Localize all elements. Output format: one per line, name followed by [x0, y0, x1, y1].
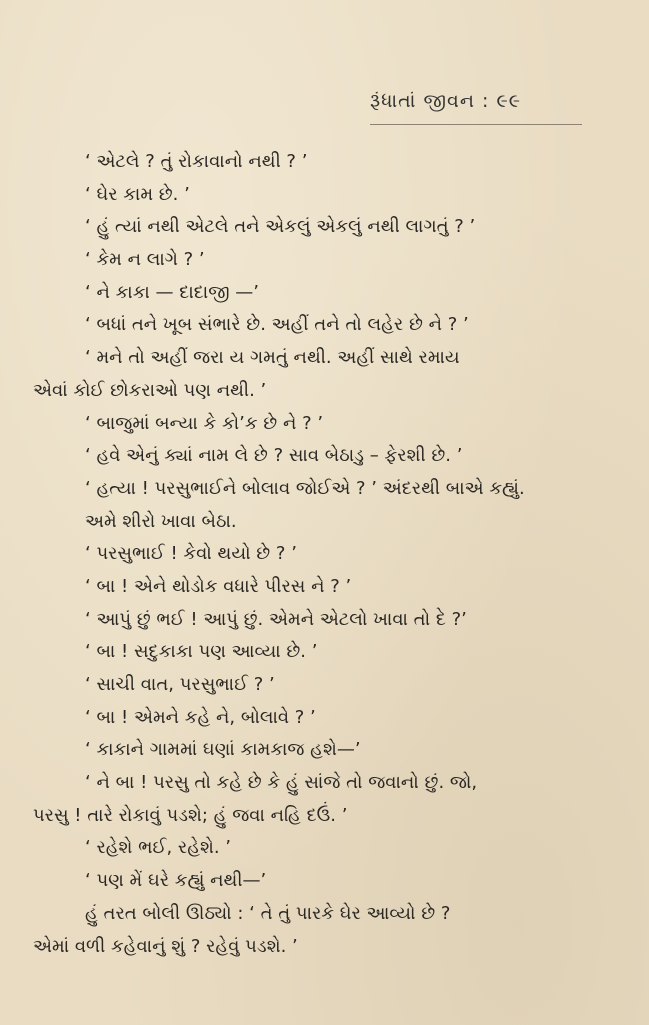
text-line: ‘ મને તો અહીં જરા ય ગમતું નથી. અહીં સાથે રમાય — [85, 347, 460, 369]
text-line: ‘ રહેશે ભઈ, રહેશે. ’ — [85, 837, 232, 859]
text-line: ‘ ને બા ! પરસુ તો કહે છે કે હું સાંજે તો જવાનો છું. જો, — [85, 772, 478, 794]
text-line: ‘ પરસુભાઈ ! કેવો થયો છે ? ’ — [85, 543, 297, 565]
text-line: ‘ બા ! એને થોડોક વધારે પીરસ ને ? ’ — [85, 575, 352, 597]
text-line: ‘ હત્યા ! પરસુભાઈને બોલાવ જોઈએ ? ’ અંદરથી બાએ કહ્યું. — [85, 477, 525, 499]
page-body — [33, 146, 589, 963]
text-line: ‘ બાજુમાં બન્યા કે કો’ક છે ને ? ’ — [85, 412, 324, 434]
text-line: ‘ ને કાકા — દાદાજી —’ — [85, 281, 259, 303]
running-header: રૂંધાતાં જીવન : ૯૯ — [370, 90, 521, 112]
text-line: ‘ બા ! એમને કહે ને, બોલાવે ? ’ — [85, 706, 316, 728]
header-underline — [370, 124, 582, 125]
text-line: ‘ હું ત્યાં નથી એટલે તને એકલું એકલું નથી લાગતું ? ’ — [85, 216, 476, 238]
text-line: ‘ કાકાને ગામમાં ઘણાં કામકાજ હશે—’ — [85, 739, 361, 761]
text-line: ‘ એટલે ? તું રોકાવાનો નથી ? ’ — [85, 151, 308, 172]
text-line: પરસુ ! તારે રોકાવું પડશે; હું જવા નહિ દઉં. ’ — [33, 804, 348, 826]
text-line: હું તરત બોલી ઊઠ્યો : ‘ તે તું પારકે ઘેર આવ્યો છે ? — [85, 902, 451, 924]
text-line: એવાં કોઈ છોકરાઓ પણ નથી. ’ — [33, 379, 267, 401]
text-line: ‘ પણ મેં ઘરે કહ્યું નથી—’ — [85, 870, 267, 892]
text-line: એમાં વળી કહેવાનું શું ? રહેવું પડશે. ’ — [33, 935, 298, 957]
text-line: ‘ ઘેર કામ છે. ’ — [85, 183, 190, 205]
text-line: અમે શીરો ખાવા બેઠા. — [85, 510, 237, 532]
text-line: ‘ હવે એનું ક્યાં નામ લે છે ? સાવ બેઠાડુ – ફેરશી છે. ’ — [85, 445, 463, 467]
text-line: ‘ બા ! સદુકાકા પણ આવ્યા છે. ’ — [85, 641, 318, 663]
text-line: ‘ બધાં તને ખૂબ સંભારે છે. અહીં તને તો લહેર છે ને ? ’ — [85, 314, 469, 336]
text-line: ‘ આપું છું ભઈ ! આપું છું. એમને એટલો ખાવા તો દે ?’ — [85, 608, 467, 630]
text-line: ‘ સાચી વાત, પરસુભાઈ ? ’ — [85, 674, 275, 695]
text-line: ‘ કેમ ન લાગે ? ’ — [85, 249, 205, 271]
